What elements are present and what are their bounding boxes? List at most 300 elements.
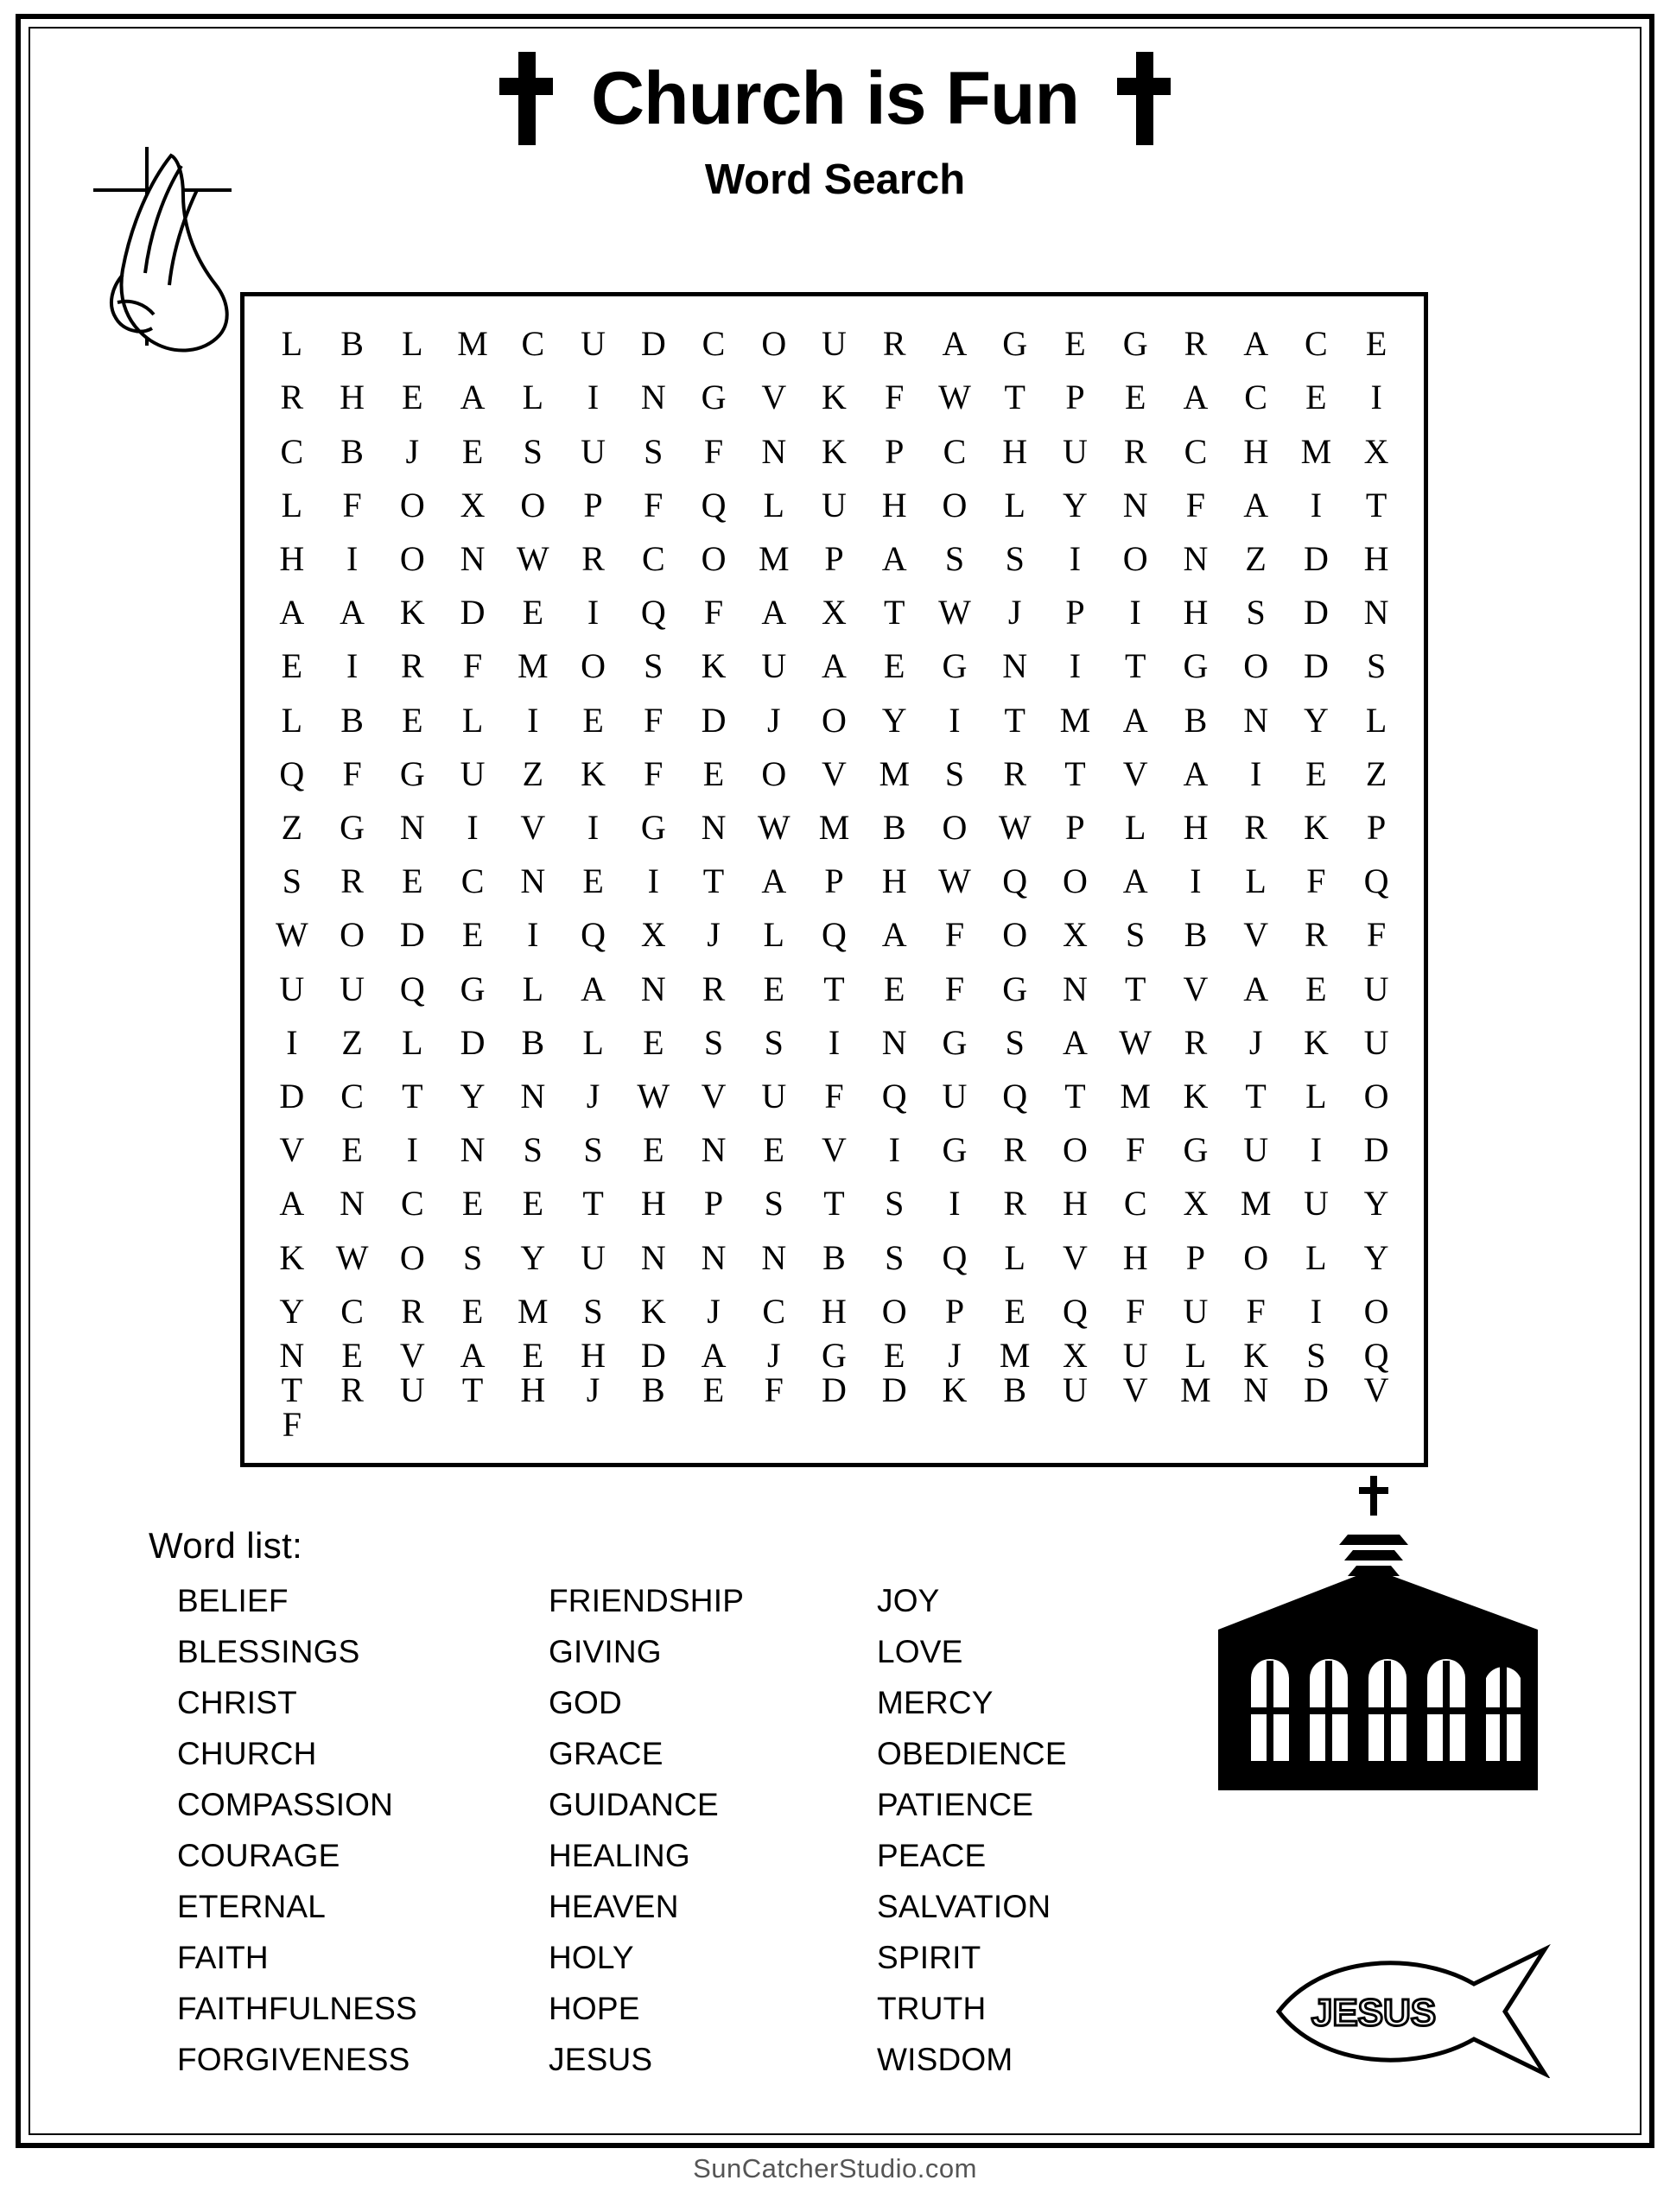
grid-cell: T <box>1124 646 1146 686</box>
grid-cell: R <box>1003 753 1027 793</box>
grid-cell: I <box>949 1184 961 1224</box>
grid-cell: D <box>1303 593 1329 632</box>
grid-cell: T <box>884 593 905 632</box>
grid-cell: S <box>944 538 965 578</box>
grid-cell: G <box>399 753 425 793</box>
word-list-item: TRUTH <box>877 1991 987 2026</box>
grid-cell: A <box>1183 753 1209 793</box>
grid-cell: W <box>998 807 1032 847</box>
grid-cell: M <box>518 1291 549 1331</box>
grid-cell: C <box>762 1291 786 1331</box>
grid-cell: U <box>1303 1184 1329 1224</box>
grid-cell: A <box>822 646 847 686</box>
grid-cell: H <box>1122 1237 1148 1277</box>
grid-cell: M <box>1120 1077 1151 1116</box>
word-list-item: MERCY <box>877 1685 994 1720</box>
grid-cell: T <box>1124 969 1146 1008</box>
grid-cell: P <box>1185 1237 1206 1277</box>
grid-cell: H <box>1183 593 1209 632</box>
word-list-item: PATIENCE <box>877 1787 1034 1822</box>
grid-cell: N <box>460 1130 486 1170</box>
grid-cell: I <box>949 700 961 740</box>
grid-cell: O <box>1063 861 1088 901</box>
grid-cell: Y <box>881 700 907 740</box>
grid-cell: I <box>1310 1130 1323 1170</box>
grid-cell: J <box>766 700 781 740</box>
grid-cell: V <box>399 1335 425 1375</box>
grid-cell: S <box>462 1237 483 1277</box>
grid-cell: A <box>1122 700 1148 740</box>
word-list-item: SALVATION <box>877 1889 1051 1924</box>
grid-cell: W <box>1119 1022 1152 1062</box>
grid-cell: K <box>399 593 425 632</box>
grid-cell: Z <box>1365 753 1387 793</box>
grid-cell: Q <box>1363 1335 1389 1375</box>
grid-cell: M <box>999 1335 1031 1375</box>
grid-cell: T <box>1004 700 1025 740</box>
grid-cell: O <box>1363 1077 1389 1116</box>
grid-cell: L <box>763 485 784 524</box>
grid-cell: X <box>1063 915 1088 955</box>
grid-cell: P <box>824 861 844 901</box>
grid-cell: N <box>1243 700 1269 740</box>
grid-cell: H <box>1002 431 1028 471</box>
grid-cell: G <box>1183 1130 1209 1170</box>
grid-cell: V <box>1243 915 1269 955</box>
grid-cell: E <box>461 915 484 955</box>
grid-cell: Q <box>942 1237 968 1277</box>
grid-cell: D <box>1303 1370 1329 1409</box>
grid-cell: T <box>281 1370 303 1409</box>
grid-cell: U <box>1363 969 1389 1008</box>
grid-cell: Q <box>822 915 847 955</box>
grid-cell: W <box>757 807 791 847</box>
grid-cell: W <box>637 1077 670 1116</box>
grid-cell: B <box>340 700 364 740</box>
grid-cell: F <box>1366 915 1387 955</box>
grid-cell: A <box>279 1184 305 1224</box>
grid-cell: N <box>399 807 425 847</box>
word-list-item: ETERNAL <box>177 1889 327 1924</box>
grid-cell: E <box>1305 969 1327 1008</box>
grid-cell: U <box>340 969 365 1008</box>
grid-cell: O <box>399 538 425 578</box>
grid-cell: N <box>640 1237 666 1277</box>
grid-cell: V <box>761 378 787 417</box>
grid-cell: D <box>1303 538 1329 578</box>
grid-cell: V <box>279 1130 305 1170</box>
word-search-grid[interactable] <box>240 292 1428 1467</box>
grid-cells <box>244 296 1424 1463</box>
grid-cell: O <box>1243 1237 1269 1277</box>
grid-cell: Q <box>881 1077 907 1116</box>
grid-cell: T <box>1064 753 1086 793</box>
grid-cell: E <box>281 646 303 686</box>
grid-cell: Z <box>1245 538 1267 578</box>
grid-cell: W <box>938 593 971 632</box>
grid-cell: A <box>761 861 787 901</box>
grid-cell: A <box>340 593 365 632</box>
grid-cell: H <box>1063 1184 1088 1224</box>
grid-cell: S <box>1246 593 1266 632</box>
grid-cell: I <box>527 700 539 740</box>
grid-cell: T <box>823 1184 845 1224</box>
grid-cell: S <box>282 861 302 901</box>
grid-cell: A <box>1243 485 1269 524</box>
grid-cell: F <box>703 593 724 632</box>
grid-cell: E <box>461 1184 484 1224</box>
grid-cell: L <box>763 915 784 955</box>
grid-cell: I <box>1129 593 1141 632</box>
grid-cell: T <box>582 1184 604 1224</box>
word-list-item: JESUS <box>549 2042 653 2077</box>
grid-cell: F <box>1306 861 1326 901</box>
grid-cell: T <box>1365 485 1387 524</box>
grid-cell: M <box>518 646 549 686</box>
grid-cell: H <box>279 538 305 578</box>
grid-cell: M <box>457 324 488 364</box>
grid-cell: E <box>582 700 604 740</box>
grid-cell: L <box>522 378 544 417</box>
church-icon <box>1184 1460 1572 1866</box>
word-list-item: CHURCH <box>177 1736 317 1771</box>
grid-cell: D <box>640 324 666 364</box>
grid-cell: K <box>1303 1022 1329 1062</box>
grid-cell: S <box>644 431 664 471</box>
grid-cell: L <box>281 324 303 364</box>
grid-cell: E <box>1124 378 1146 417</box>
word-list-item: LOVE <box>877 1634 963 1669</box>
grid-cell: U <box>1243 1130 1269 1170</box>
grid-cell: S <box>1126 915 1146 955</box>
grid-cell: G <box>1122 324 1148 364</box>
grid-cell: R <box>1123 431 1147 471</box>
grid-cell: Q <box>399 969 425 1008</box>
title-row <box>0 52 1670 145</box>
grid-cell: B <box>882 807 906 847</box>
grid-cell: F <box>644 753 664 793</box>
grid-cell: E <box>1305 378 1327 417</box>
grid-cell: X <box>822 593 847 632</box>
grid-cell: R <box>400 646 424 686</box>
grid-cell: M <box>758 538 790 578</box>
word-list-item: CHRIST <box>177 1685 297 1720</box>
grid-cell: L <box>402 1022 423 1062</box>
grid-cell: P <box>944 1291 965 1331</box>
grid-cell: H <box>1183 807 1209 847</box>
grid-cell: G <box>340 807 365 847</box>
grid-cell: U <box>581 324 606 364</box>
grid-cell: W <box>938 861 971 901</box>
word-list-item: JOY <box>877 1583 940 1618</box>
grid-cell: G <box>1002 324 1028 364</box>
grid-cell: E <box>461 431 484 471</box>
grid-cell: I <box>587 807 600 847</box>
cross-icon <box>1117 52 1171 145</box>
grid-cell: P <box>1065 593 1085 632</box>
grid-cell: I <box>587 593 600 632</box>
grid-cell: O <box>1363 1291 1389 1331</box>
grid-cell: O <box>822 700 847 740</box>
grid-cell: L <box>1184 1335 1207 1375</box>
grid-cell: E <box>1064 324 1086 364</box>
grid-cell: A <box>1063 1022 1088 1062</box>
grid-cell: A <box>761 593 787 632</box>
grid-cell: A <box>460 378 486 417</box>
grid-cell: K <box>942 1370 968 1409</box>
grid-cell: Z <box>281 807 303 847</box>
word-list <box>177 1575 1119 2085</box>
grid-cell: S <box>523 1130 543 1170</box>
grid-cell: U <box>1122 1335 1148 1375</box>
grid-cell: H <box>1243 431 1269 471</box>
grid-cell: Y <box>1363 1237 1389 1277</box>
grid-cell: E <box>461 1291 484 1331</box>
grid-cell: I <box>1310 485 1323 524</box>
grid-cell: D <box>460 593 486 632</box>
grid-cell: Z <box>522 753 544 793</box>
grid-cell: U <box>942 1077 968 1116</box>
grid-cell: L <box>1004 485 1025 524</box>
grid-cell: C <box>641 538 665 578</box>
grid-cell: E <box>522 1335 544 1375</box>
grid-cell: F <box>644 700 664 740</box>
grid-cell: F <box>1185 485 1206 524</box>
grid-cell: I <box>1190 861 1202 901</box>
grid-cell: E <box>884 969 905 1008</box>
grid-cell: V <box>701 1077 727 1116</box>
grid-cell: T <box>823 969 845 1008</box>
grid-cell: A <box>942 324 968 364</box>
grid-cell: N <box>701 807 727 847</box>
grid-cell: A <box>1243 324 1269 364</box>
grid-cell: B <box>1003 1370 1027 1409</box>
grid-cell: M <box>818 807 850 847</box>
grid-cell: F <box>342 485 362 524</box>
grid-cell: V <box>822 753 847 793</box>
word-list-item: FORGIVENESS <box>177 2042 410 2077</box>
grid-cell: N <box>1063 969 1088 1008</box>
grid-cell: I <box>1069 538 1082 578</box>
grid-cell: S <box>583 1130 603 1170</box>
grid-cell: P <box>1065 807 1085 847</box>
grid-cell: A <box>279 593 305 632</box>
grid-cell: L <box>402 324 423 364</box>
grid-cell: U <box>822 485 847 524</box>
grid-cell: E <box>341 1130 363 1170</box>
grid-cell: H <box>822 1291 847 1331</box>
grid-cell: I <box>587 378 600 417</box>
grid-cell: N <box>701 1237 727 1277</box>
grid-cell: Z <box>341 1022 363 1062</box>
grid-cell: V <box>1363 1370 1389 1409</box>
grid-cell: D <box>822 1370 847 1409</box>
grid-cell: W <box>938 378 971 417</box>
grid-cell: F <box>462 646 483 686</box>
grid-cell: E <box>702 1370 725 1409</box>
grid-cell: C <box>1305 324 1328 364</box>
grid-cell: N <box>1122 485 1148 524</box>
grid-cell: K <box>1303 807 1329 847</box>
grid-cell: Q <box>1063 1291 1088 1331</box>
grid-cell: D <box>279 1077 305 1116</box>
grid-cell: W <box>516 538 549 578</box>
grid-cell: N <box>460 538 486 578</box>
grid-cell: C <box>943 431 967 471</box>
grid-cell: V <box>1122 753 1148 793</box>
fish-text: JESUS <box>1311 1992 1437 2034</box>
grid-cell: D <box>640 1335 666 1375</box>
grid-cell: R <box>340 861 364 901</box>
grid-cell: I <box>1370 378 1382 417</box>
grid-cell: N <box>340 1184 365 1224</box>
grid-cell: I <box>286 1022 298 1062</box>
grid-cell: M <box>1300 431 1332 471</box>
word-list-item: BLESSINGS <box>177 1634 360 1669</box>
grid-cell: G <box>460 969 486 1008</box>
grid-cell: Y <box>1363 1184 1389 1224</box>
grid-cell: O <box>399 1237 425 1277</box>
grid-cell: F <box>885 378 905 417</box>
grid-cell: U <box>279 969 305 1008</box>
grid-cell: K <box>701 646 727 686</box>
grid-cell: H <box>1363 538 1389 578</box>
grid-cell: P <box>885 431 905 471</box>
grid-cell: I <box>828 1022 841 1062</box>
grid-cell: E <box>402 700 423 740</box>
grid-cell: O <box>701 538 727 578</box>
grid-cell: E <box>643 1022 664 1062</box>
grid-cell: G <box>942 1022 968 1062</box>
grid-cell: O <box>1002 915 1028 955</box>
grid-cell: D <box>881 1370 907 1409</box>
grid-cell: S <box>644 646 664 686</box>
grid-cell: O <box>581 646 606 686</box>
grid-cell: N <box>640 378 666 417</box>
grid-cell: I <box>467 807 479 847</box>
grid-cell: B <box>1184 915 1208 955</box>
grid-cell: A <box>1122 861 1148 901</box>
grid-cell: I <box>527 915 539 955</box>
grid-cell: X <box>1363 431 1389 471</box>
grid-cell: S <box>583 1291 603 1331</box>
grid-cell: G <box>942 646 968 686</box>
grid-cell: B <box>521 1022 545 1062</box>
grid-cell: H <box>520 1370 546 1409</box>
grid-cell: F <box>282 1404 302 1444</box>
grid-cell: L <box>461 700 484 740</box>
grid-cell: L <box>1305 1077 1327 1116</box>
grid-cell: E <box>884 1335 905 1375</box>
grid-cell: O <box>942 807 968 847</box>
grid-cell: T <box>1064 1077 1086 1116</box>
grid-cell: K <box>822 431 847 471</box>
grid-cell: S <box>1005 538 1025 578</box>
word-list-title: Word list: <box>149 1525 303 1566</box>
grid-cell: I <box>346 538 359 578</box>
word-list-item: GRACE <box>549 1736 664 1771</box>
cross-icon <box>499 52 553 145</box>
grid-cell: X <box>460 485 486 524</box>
grid-cell: U <box>581 1237 606 1277</box>
grid-cell: Q <box>279 753 305 793</box>
grid-cell: F <box>944 969 965 1008</box>
grid-cell: H <box>881 861 907 901</box>
grid-cell: L <box>1245 861 1267 901</box>
grid-cell: N <box>520 861 546 901</box>
page-subtitle: Word Search <box>704 156 966 203</box>
grid-cell: S <box>885 1184 905 1224</box>
grid-cell: P <box>703 1184 724 1224</box>
grid-cell: G <box>822 1335 847 1375</box>
grid-cell: T <box>1245 1077 1267 1116</box>
grid-cell: E <box>1004 1291 1025 1331</box>
grid-cell: S <box>523 431 543 471</box>
grid-cell: O <box>881 1291 907 1331</box>
grid-cell: Q <box>1363 861 1389 901</box>
grid-cell: E <box>402 378 423 417</box>
grid-cell: J <box>707 915 721 955</box>
grid-cell: C <box>1244 378 1267 417</box>
word-list-item: HOPE <box>549 1991 640 2026</box>
grid-cell: E <box>522 593 544 632</box>
grid-cell: P <box>1366 807 1387 847</box>
word-list-item: GOD <box>549 1685 622 1720</box>
grid-cell: O <box>1063 1130 1088 1170</box>
grid-cell: D <box>460 1022 486 1062</box>
grid-cell: X <box>1183 1184 1209 1224</box>
grid-cell: B <box>340 324 364 364</box>
grid-cell: R <box>1244 807 1267 847</box>
grid-cell: E <box>582 861 604 901</box>
word-list-item: FRIENDSHIP <box>549 1583 745 1618</box>
grid-cell: I <box>1069 646 1082 686</box>
grid-cell: A <box>460 1335 486 1375</box>
grid-cell: B <box>641 1370 665 1409</box>
grid-cell: J <box>1248 1022 1263 1062</box>
grid-cell: I <box>1249 753 1262 793</box>
word-list-item: COURAGE <box>177 1838 340 1873</box>
grid-cell: O <box>761 753 787 793</box>
grid-cell: K <box>1183 1077 1209 1116</box>
grid-cell: N <box>701 1130 727 1170</box>
grid-cell: U <box>761 1077 787 1116</box>
grid-cell: P <box>1065 378 1085 417</box>
grid-cell: C <box>1123 1184 1147 1224</box>
grid-cell: U <box>1363 1022 1389 1062</box>
grid-cell: W <box>335 1237 369 1277</box>
word-list-item: COMPASSION <box>177 1787 394 1822</box>
grid-cell: V <box>520 807 546 847</box>
grid-cell: F <box>1126 1130 1146 1170</box>
grid-cell: N <box>279 1335 305 1375</box>
grid-cell: J <box>766 1335 781 1375</box>
grid-cell: I <box>647 861 659 901</box>
footer-credit: SunCatcherStudio.com <box>693 2153 977 2183</box>
grid-cell: T <box>461 1370 484 1409</box>
grid-cell: Q <box>1002 861 1028 901</box>
grid-cell: R <box>280 378 304 417</box>
grid-cell: J <box>948 1335 962 1375</box>
grid-cell: V <box>1183 969 1209 1008</box>
grid-cell: O <box>942 485 968 524</box>
grid-cell: Y <box>1063 485 1088 524</box>
word-list-item: HOLY <box>549 1940 634 1975</box>
grid-cell: F <box>1126 1291 1146 1331</box>
grid-cell: K <box>581 753 606 793</box>
word-list-item: PEACE <box>877 1838 987 1873</box>
grid-cell: C <box>400 1184 424 1224</box>
